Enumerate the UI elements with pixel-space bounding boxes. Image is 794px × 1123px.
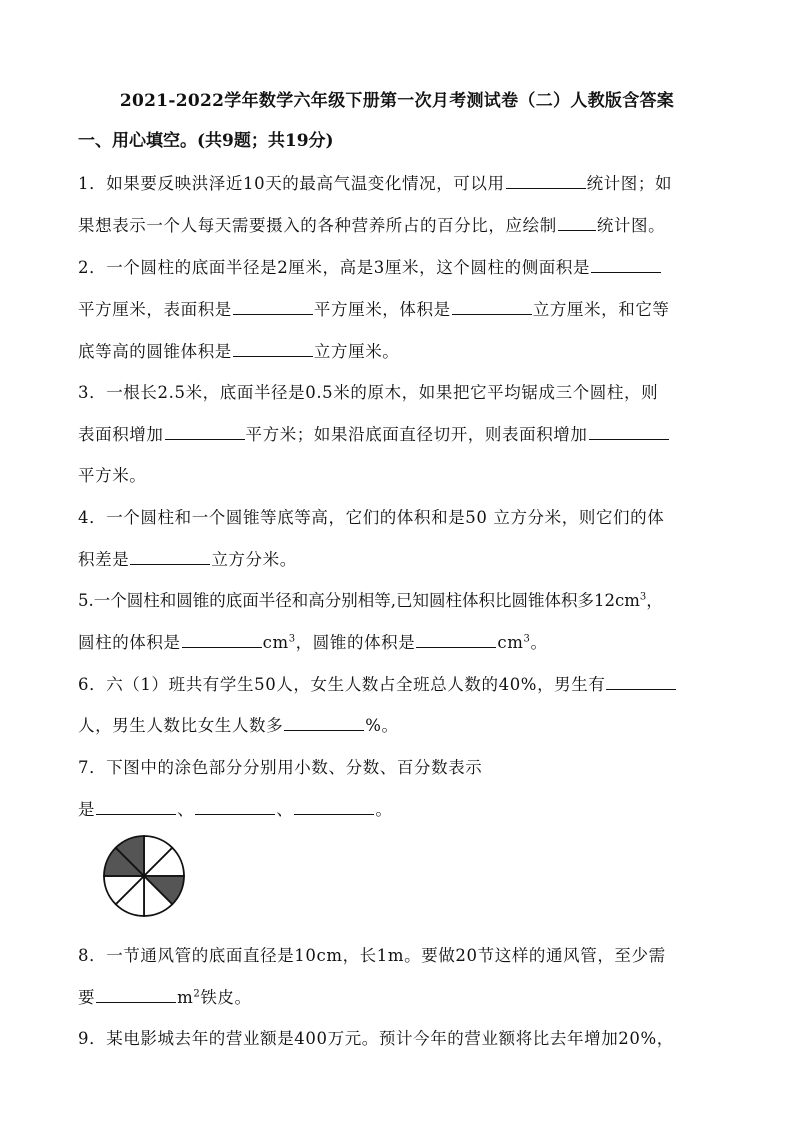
q5-text-f: 。	[530, 633, 548, 652]
q1-text-a: 1．如果要反映洪泽近10天的最高气温变化情况，可以用	[78, 174, 505, 193]
q4-text-c: 立方分米。	[211, 550, 297, 569]
answer-blank[interactable]	[182, 633, 262, 648]
question-6-line-2	[78, 712, 399, 736]
question-7-line-2	[78, 796, 392, 820]
question-1-line-2	[78, 212, 665, 236]
answer-blank[interactable]	[294, 800, 374, 815]
answer-blank[interactable]	[195, 800, 275, 815]
q5-text-d: ，圆锥的体积是	[295, 633, 416, 652]
question-9-line-1	[78, 1025, 674, 1049]
q5-superscript: 3	[639, 591, 647, 603]
question-2-line-1	[78, 254, 662, 278]
question-2-line-2	[78, 296, 670, 320]
answer-blank[interactable]	[233, 342, 313, 357]
question-7-line-1	[78, 754, 482, 778]
q2-text-f: 立方厘米。	[313, 342, 400, 361]
q2-text-c: 平方厘米，体积是	[313, 300, 451, 319]
question-6-line-1	[78, 671, 677, 695]
answer-blank[interactable]	[165, 425, 245, 440]
section-heading: 一、用心填空。(共9题；共19分)	[78, 131, 334, 151]
answer-blank[interactable]	[233, 300, 313, 315]
question-3-line-3	[78, 462, 146, 486]
answer-blank[interactable]	[284, 716, 364, 731]
q3-text-d: 平方米。	[78, 466, 147, 485]
answer-blank[interactable]	[452, 300, 532, 315]
answer-blank[interactable]	[96, 800, 176, 815]
question-5-line-2	[78, 629, 548, 653]
q5-text-a-end: ，	[646, 591, 663, 610]
q1-text-c: 果想表示一个人每天需要摄入的各种营养所占的百分比，应绘制	[78, 216, 557, 235]
q3-text-c: 平方米；如果沿底面直径切开，则表面积增加	[245, 425, 588, 444]
answer-blank[interactable]	[606, 675, 676, 690]
q7-separator: 、	[177, 800, 195, 819]
question-2-line-3	[78, 338, 399, 362]
shaded-circle-figure	[101, 833, 187, 919]
question-4-line-1	[78, 504, 664, 528]
q2-text-e: 底等高的圆锥体积是	[78, 342, 232, 361]
q9-text-a: 9．某电影城去年的营业额是400万元。预计今年的营业额将比去年增加20%，	[78, 1029, 674, 1048]
q3-text-b: 表面积增加	[78, 425, 164, 444]
q8-superscript: 2	[193, 988, 201, 1000]
q7-separator: 、	[276, 800, 294, 819]
q1-text-b: 统计图；如	[586, 174, 673, 193]
answer-blank[interactable]	[506, 174, 586, 189]
q5-superscript: 3	[523, 633, 531, 645]
q8-text-b: 要	[78, 988, 96, 1007]
answer-blank[interactable]	[591, 258, 661, 273]
q7-text-b: 是	[78, 800, 96, 819]
q4-text-a: 4．一个圆柱和一个圆锥等底等高，它们的体积和是50 立方分米，则它们的体	[78, 508, 665, 527]
question-3-line-2	[78, 421, 670, 445]
q2-text-a: 2．一个圆柱的底面半径是2厘米，高是3厘米，这个圆柱的侧面积是	[78, 258, 591, 277]
question-1-line-1	[78, 170, 672, 194]
q1-text-d: 统计图。	[596, 216, 666, 235]
question-8-line-1	[78, 942, 666, 966]
q5-text-a: 5.一个圆柱和圆锥的底面半径和高分别相等,已知圆柱体积比圆锥体积多12cm	[78, 591, 640, 610]
q3-text-a: 3．一根长2.5米，底面半径是0.5米的原木，如果把它平均锯成三个圆柱，则	[78, 383, 659, 402]
q6-text-b: 人，男生人数比女生人数多	[78, 716, 284, 735]
q2-text-d: 立方厘米，和它等	[532, 300, 670, 319]
q8-unit-m: m	[177, 988, 194, 1007]
question-5-line-1	[78, 587, 663, 611]
q5-unit-cm: cm	[262, 633, 289, 652]
q8-text-a: 8．一节通风管的底面直径是10cm，长1m。要做20节这样的通风管，至少需	[78, 946, 666, 965]
q5-superscript: 3	[288, 633, 296, 645]
answer-blank[interactable]	[130, 550, 210, 565]
question-3-line-1	[78, 379, 658, 403]
answer-blank[interactable]	[96, 988, 176, 1003]
question-4-line-2	[78, 546, 297, 570]
answer-blank[interactable]	[558, 216, 596, 231]
answer-blank[interactable]	[589, 425, 669, 440]
page-title: 2021-2022学年数学六年级下册第一次月考测试卷（二）人教版含答案	[119, 91, 675, 111]
q6-text-a: 6．六（1）班共有学生50人，女生人数占全班总人数的40%，男生有	[78, 675, 606, 694]
q6-text-c: %。	[365, 716, 399, 735]
q7-text-a: 7．下图中的涂色部分分别用小数、分数、百分数表示	[78, 758, 483, 777]
q2-text-b: 平方厘米，表面积是	[78, 300, 232, 319]
answer-blank[interactable]	[416, 633, 496, 648]
question-8-line-2	[78, 984, 252, 1008]
q5-text-b: 圆柱的体积是	[78, 633, 181, 652]
q4-text-b: 积差是	[78, 550, 130, 569]
q8-text-d: 铁皮。	[200, 988, 252, 1007]
q7-text-end: 。	[375, 800, 393, 819]
q5-unit-cm: cm	[497, 633, 524, 652]
